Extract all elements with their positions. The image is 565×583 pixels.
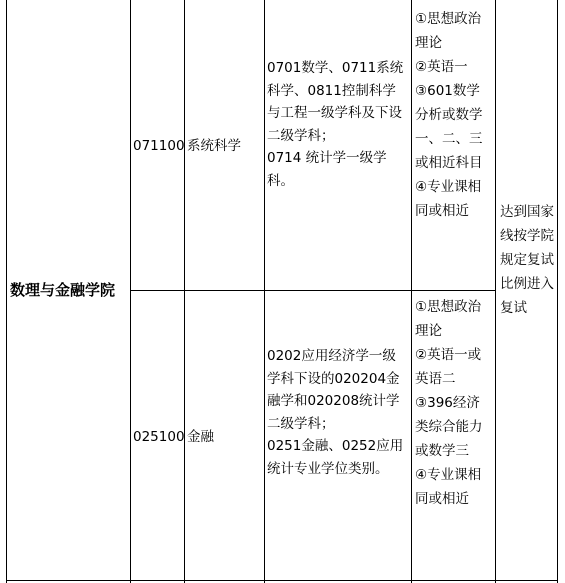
exam-subject-item: ④专业课相同或相近 xyxy=(415,467,482,507)
program-name: 金融 xyxy=(187,429,214,445)
exam-subject-list xyxy=(415,7,493,223)
table-divider-col3 xyxy=(264,0,265,583)
discipline-list xyxy=(267,345,407,480)
table-border-left xyxy=(6,0,7,583)
table-divider-col4 xyxy=(411,0,412,583)
program-code: 071100 xyxy=(133,138,185,154)
exam-subject-item: ①思想政治理论 xyxy=(415,299,482,339)
table-divider-col2 xyxy=(184,0,185,583)
discipline-item: 0202应用经济学一级学科下设的020204金融学和020208统计学二级学科； xyxy=(267,348,400,432)
table-border-right xyxy=(557,0,558,583)
program-name: 系统科学 xyxy=(187,138,241,154)
exam-subject-item: ②英语一 xyxy=(415,59,468,75)
exam-subject-item: ①思想政治理论 xyxy=(415,11,482,51)
table-row-divider xyxy=(130,290,496,291)
table-border-bottom xyxy=(6,580,558,581)
school-name: 数理与金融学院 xyxy=(10,281,116,299)
discipline-item: 0701数学、0711系统科学、0811控制科学与工程一级学科及下设二级学科； xyxy=(267,60,404,144)
exam-subject-list xyxy=(415,295,493,511)
table-divider-col5 xyxy=(495,0,496,583)
discipline-list xyxy=(267,57,407,192)
exam-subject-item: ②英语一或英语二 xyxy=(415,347,482,387)
table-divider-col1 xyxy=(130,0,131,583)
program-code: 025100 xyxy=(133,429,185,445)
discipline-item: 0251金融、0252应用统计专业学位类别。 xyxy=(267,438,404,477)
exam-subject-item: ③396经济类综合能力或数学三 xyxy=(415,395,483,459)
exam-subject-item: ④专业课相同或相近 xyxy=(415,179,482,219)
exam-subject-item: ③601数学分析或数学一、二、三或相近科目 xyxy=(415,83,483,171)
admission-requirement: 达到国家线按学院规定复试比例进入复试 xyxy=(500,204,554,316)
discipline-item: 0714 统计学一级学科。 xyxy=(267,150,387,189)
